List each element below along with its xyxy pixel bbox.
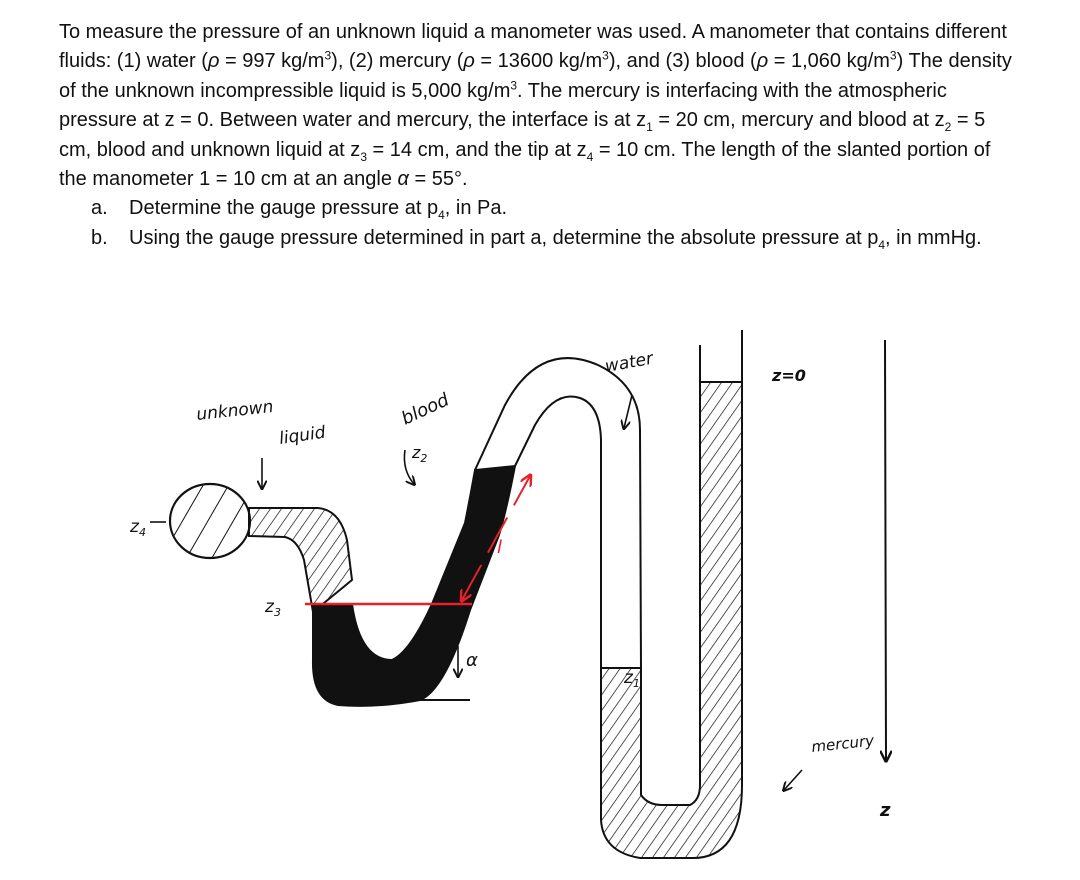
z2-subscript: 2	[944, 120, 952, 135]
z-zero-label: z=0	[772, 366, 806, 385]
part-a-subscript: 4	[438, 208, 445, 223]
blood-density: = 1,060 kg/m	[768, 50, 890, 73]
z3-subscript: 3	[360, 149, 367, 164]
part-b-tail: , in mmHg.	[885, 226, 982, 249]
z1-label: $z_1$	[624, 668, 640, 690]
unknown-label: unknown	[195, 397, 275, 425]
rho-symbol: ρ	[207, 50, 220, 73]
alpha-label: α	[466, 650, 478, 671]
z4-text: = 10 cm. The length of the slanted portion of the manometer 1 = 10 cm at an angle	[59, 138, 991, 191]
water-leg-open-top	[700, 330, 742, 382]
z2-label: $z_2$	[412, 443, 428, 465]
water-arrow	[624, 395, 632, 428]
rho-symbol: ρ	[756, 50, 769, 73]
part-b-label: b.	[91, 226, 108, 249]
part-b-subscript: 4	[878, 237, 886, 252]
z-axis-line	[885, 340, 886, 760]
length-l-label: l	[497, 537, 503, 558]
blood-prefix: ), and (3) blood (	[608, 50, 757, 73]
liquid-label: liquid	[277, 422, 327, 449]
cube-superscript: 3	[510, 78, 518, 93]
z-axis-label: z	[880, 800, 891, 821]
z3-label: $z_3$	[265, 597, 281, 619]
rho-symbol: ρ	[463, 50, 475, 73]
part-a-label: a.	[91, 197, 108, 220]
water-density: = 997 kg/m	[219, 50, 325, 73]
z2-text: = 5 cm, blood and unknown liquid at z	[59, 109, 986, 161]
part-a-text: Determine the gauge pressure at p	[129, 197, 439, 220]
z4-label: $z_4$	[130, 517, 146, 539]
mercury-column	[601, 382, 742, 858]
unknown-density-text: ) The density of the unknown incompressible liquid is 5,000 kg/m	[59, 50, 1012, 102]
cube-superscript: 3	[602, 48, 609, 63]
part-a-tail: , in Pa.	[444, 197, 508, 220]
blood-label: blood	[398, 389, 453, 430]
z1-text: = 20 cm, mercury and blood at z	[652, 109, 945, 132]
mercury-arrow	[784, 770, 802, 790]
part-b-text: Using the gauge pressure determined in part a, determine the absolute pressure at p	[129, 226, 879, 249]
z3-text: = 14 cm, and the tip at z	[367, 138, 587, 161]
unknown-liquid-bulb	[170, 484, 250, 558]
z4-subscript: 4	[586, 149, 594, 164]
mercury-label: mercury	[810, 731, 875, 756]
water-label: water	[603, 348, 655, 377]
cube-superscript: 3	[889, 48, 897, 63]
intro-text: To measure the pressure of an unknown liquid a manometer was used. A manometer that contains different fluids: (1) water (	[59, 21, 1007, 73]
mercury-density: = 13600 kg/m	[474, 50, 603, 73]
cube-superscript: 3	[324, 48, 332, 63]
z1-subscript: 1	[646, 120, 653, 135]
angle-text: = 55°.	[408, 168, 468, 191]
atmospheric-text: . The mercury is interfacing with the atmospheric pressure at z = 0. Between water and mercury, the interface is at z	[59, 79, 947, 132]
alpha-symbol: α	[397, 168, 409, 191]
mercury-prefix: ), (2) mercury (	[331, 50, 464, 73]
